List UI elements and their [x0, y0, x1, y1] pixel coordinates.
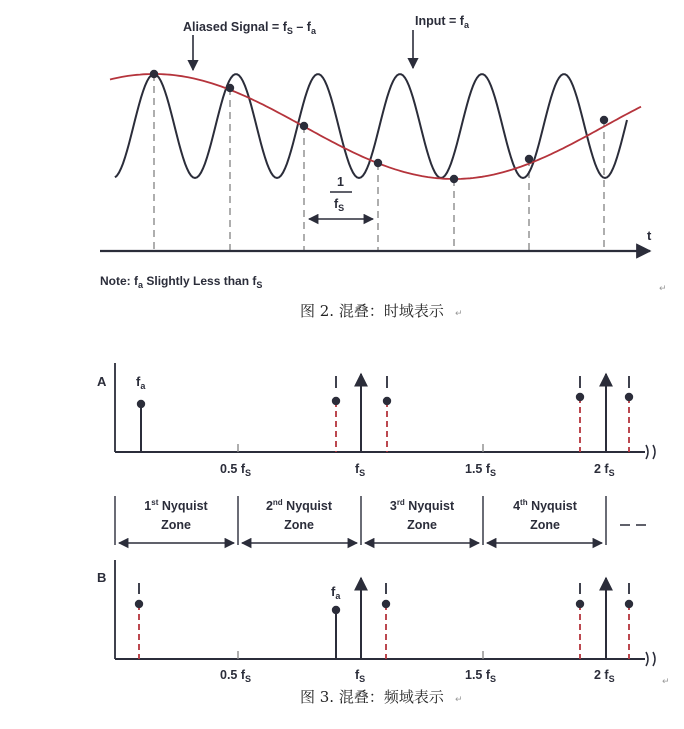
- axis-break-mark: [646, 445, 655, 459]
- panel-a-fa-label: $f_a$: [136, 374, 146, 391]
- panel-a-tick-1.5fs: 1.5 $f_S$: [465, 462, 497, 478]
- panel-a-tick-0.5fs: 0.5 $f_S$: [220, 462, 252, 478]
- note-text: Note: $f_a$ Slightly Less than $f_S$: [100, 274, 263, 290]
- period-denominator: $f_S$: [334, 197, 345, 213]
- panel-b-tick-2fs: 2 $f_S$: [594, 668, 615, 684]
- nyquist-zones: [115, 496, 652, 545]
- figure-2-time-domain: [100, 14, 667, 320]
- sample-point: [226, 84, 234, 92]
- axis-break-mark: [646, 652, 655, 666]
- return-mark: ↵: [659, 284, 667, 294]
- panel-b-label: B: [97, 570, 107, 585]
- panel-b-image-stems: [135, 583, 633, 659]
- figure-3-frequency-domain: [97, 363, 670, 706]
- zone-3-label: 3rd Nyquist: [389, 498, 455, 513]
- panel-a-fa-point: [137, 400, 145, 408]
- aliased-signal-label: Aliased Signal = $f_S - f_a$: [183, 20, 316, 36]
- panel-a-image-stems: [332, 376, 633, 452]
- zone-1-label-line2: Zone: [161, 518, 191, 532]
- zone-2-label-line2: Zone: [284, 518, 314, 532]
- panel-b-fa-label: $f_a$: [331, 584, 341, 601]
- sample-point: [300, 122, 308, 130]
- zone-2-label: 2nd Nyquist: [265, 498, 333, 513]
- input-label: Input = $f_a$: [415, 14, 469, 30]
- figure-3-caption: 图 3. 混叠：频域表示: [300, 688, 444, 706]
- panel-b-tick-1.5fs: 1.5 $f_S$: [465, 668, 497, 684]
- period-numerator: 1: [337, 175, 344, 189]
- figure-2-caption: 图 2. 混叠：时域表示: [300, 302, 444, 320]
- zone-4-label: 4th Nyquist: [513, 498, 577, 513]
- panel-b-fa-point: [332, 606, 340, 614]
- caption-return-mark: ↵: [455, 695, 463, 705]
- panel-a-tick-2fs: 2 $f_S$: [594, 462, 615, 478]
- panel-a-label: A: [97, 374, 107, 389]
- caption-return-mark: ↵: [455, 309, 463, 319]
- panel-b-tick-fs: $f_S$: [355, 668, 366, 684]
- panel-b: [97, 560, 655, 684]
- sample-point: [600, 116, 608, 124]
- time-axis-label: t: [647, 228, 652, 243]
- sample-point: [150, 70, 158, 78]
- return-mark: ↵: [662, 677, 670, 687]
- zone-3-label-line2: Zone: [407, 518, 437, 532]
- input-signal-curve: [115, 74, 627, 178]
- sample-point: [525, 155, 533, 163]
- sample-point: [450, 175, 458, 183]
- sample-point: [374, 159, 382, 167]
- panel-a: [97, 363, 655, 478]
- panel-b-tick-0.5fs: 0.5 $f_S$: [220, 668, 252, 684]
- zone-1-label: 1st Nyquist: [144, 498, 208, 513]
- panel-a-tick-fs: $f_S$: [355, 462, 366, 478]
- zone-4-label-line2: Zone: [530, 518, 560, 532]
